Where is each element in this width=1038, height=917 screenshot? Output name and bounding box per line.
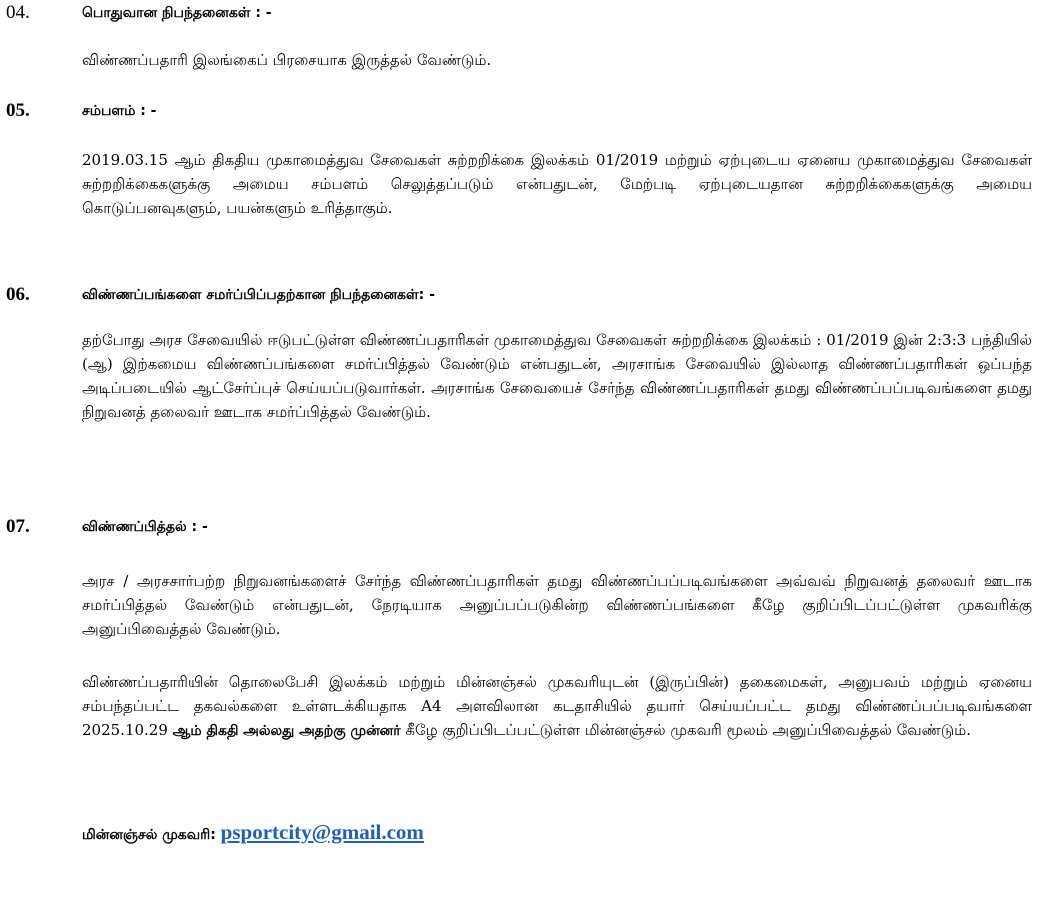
paragraph-tail: கீழே குறிப்பிடப்பட்டுள்ள மின்னஞ்சல் முகவரி மூலம் அனுப்பிவைத்தல் வேண்டும். xyxy=(405,721,971,739)
section-06-paragraph: தற்போது அரச சேவையில் ஈடுபட்டுள்ள விண்ணப்பதாரிகள் முகாமைத்துவ சேவைகள் சுற்றறிக்கை இலக்கம் : 01/2019 இன் 2:3:3 பந்தியில் (ஆ) இற்கமைய விண்ணப்பங்களை சமர்ப்பித்தல் வேண்டும் என்பதுடன், அரசாங்க சேவையில் இல்லாத விண்ணப்பதாரிகள் ஒப்பந்த அடிப்படையில் ஆட்சேர்ப்புச் செய்யப்படுவார்கள். அரசாங்க சேவையைச் சேர்ந்த விண்ணப்பதாரிகள் தமது விண்ணப்பப்படிவங்களை தமது நிறுவனத் தலைவர் ஊடாக சமர்ப்பித்தல் வேண்டும். xyxy=(82,331,1032,421)
section-heading: விண்ணப்பித்தல் : - xyxy=(82,519,208,535)
paragraph-text: விண்ணப்பதாரியின் தொலைபேசி இலக்கம் மற்றும் மின்னஞ்சல் முகவரியுடன் (இருப்பின்) தகைமைகள், அனுபவம் மற்றும் ஏனைய சம்பந்தப்பட்ட தகவல்களை உள்ளடக்கியதாக A4 அளவிலான கடதாசியில் தயார் செய்யப்பட்ட தமது விண்ணப்பப்படிவங்களை 2025.10.29 xyxy=(82,673,1032,739)
email-line xyxy=(82,820,424,845)
email-label: மின்னஞ்சல் முகவரி: xyxy=(82,827,216,843)
section-04-paragraph: விண்ணப்பதாரி இலங்கைப் பிரசையாக இருத்தல் வேண்டும். xyxy=(82,51,492,69)
section-number: 04. xyxy=(6,2,30,23)
section-heading: விண்ணப்பங்களை சமர்ப்பிப்பதற்கான நிபந்தனைகள்: - xyxy=(82,287,435,303)
section-number: 05. xyxy=(6,100,30,121)
section-05-paragraph: 2019.03.15 ஆம் திகதிய முகாமைத்துவ சேவைகள் சுற்றறிக்கை இலக்கம் 01/2019 மற்றும் ஏற்புடைய ஏனைய முகாமைத்துவ சேவைகள் சுற்றறிக்கைகளுக்கு அமைய சம்பளம் செலுத்தப்படும் என்பதுடன், மேற்படி ஏற்புடையதான சுற்றறிக்கைகளுக்கு அமைய கொடுப்பனவுகளும், பயன்களும் உரித்தாகும். xyxy=(82,151,1032,217)
email-link[interactable]: psportcity@gmail.com xyxy=(220,820,424,844)
section-07-paragraph-2 xyxy=(82,670,1032,743)
section-07-paragraph-1: அரச / அரசசார்பற்ற நிறுவனங்களைச் சேர்ந்த விண்ணப்பதாரிகள் தமது விண்ணப்பப்படிவங்களை அவ்வவ் நிறுவனத் தலைவர் ஊடாக சமர்ப்பித்தல் வேண்டும் என்பதுடன், நேரடியாக அனுப்பப்படுகின்ற விண்ணப்பங்களை கீழே குறிப்பிடப்பட்டுள்ள முகவரிக்கு அனுப்பிவைத்தல் வேண்டும். xyxy=(82,572,1032,638)
section-number: 07. xyxy=(6,516,30,537)
section-heading: சம்பளம் : - xyxy=(82,103,157,119)
section-heading: பொதுவான நிபந்தனைகள் : - xyxy=(82,5,272,21)
deadline-emphasis: ஆம் திகதி அல்லது அதற்கு முன்னர் xyxy=(172,723,401,739)
section-number: 06. xyxy=(6,284,30,305)
